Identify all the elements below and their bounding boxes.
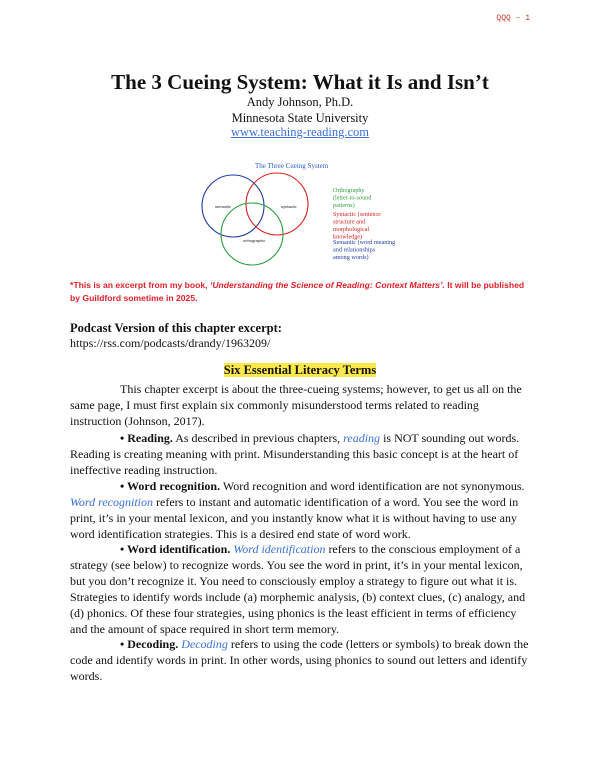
term-text: As described in previous chapters, <box>172 431 344 445</box>
term-word-recognition <box>70 478 530 542</box>
term-name: • Word recognition. <box>120 479 221 493</box>
term-reading <box>70 430 530 478</box>
diagram-title: The Three Cueing System <box>255 162 329 170</box>
author: Andy Johnson, Ph.D. <box>246 95 354 109</box>
podcast-heading: Podcast Version of this chapter excerpt: <box>70 321 282 335</box>
institution: Minnesota State University <box>231 111 369 125</box>
term-text: refers to using the code (letters or symbols) to break down the code and identify words in print. In other words, using phonics to sound out letters and identify words. <box>70 637 529 683</box>
semantic-circle <box>202 175 264 237</box>
excerpt-note <box>70 279 535 305</box>
legend-item: Orthography (letter-to-sound patterns) <box>333 187 372 209</box>
three-cueing-diagram <box>195 158 435 293</box>
section-heading <box>0 363 600 378</box>
term-ref: Word identification <box>233 542 326 556</box>
term-ref: Word recognition <box>70 495 153 509</box>
term-ref: reading <box>343 431 381 445</box>
term-ref: Decoding <box>181 637 228 651</box>
legend-item: Semantic (word meaning and relationships among words) <box>333 239 396 261</box>
term-text: is NOT sounding out words. Reading is creating meaning with print. Misunderstanding this basic concept is at the heart of ineffective reading instruction. <box>70 431 520 477</box>
book-title: ‘Understanding the Science of Reading: Context Matters’. <box>209 280 445 290</box>
term-text: refers to instant and automatic identification of a word. You see the word in print, it’s in your mental lexicon, and you instantly know what it is without having to use any word identification strategies. This is a desired end state of word work. <box>70 495 519 541</box>
page-number: QQQ – 1 <box>496 14 530 23</box>
orthographic-circle <box>221 203 283 265</box>
circle-label-orthographic: orthographic <box>243 238 266 243</box>
excerpt-note-prefix: *This is an excerpt from my book, <box>70 280 210 290</box>
venn-diagram <box>195 158 435 293</box>
term-name: • Word identification. <box>120 542 231 556</box>
term-name: • Decoding. <box>120 637 179 651</box>
syntactic-circle <box>246 173 308 235</box>
diagram-legend <box>333 187 395 261</box>
document-title: The 3 Cueing System: What it Is and Isn’t <box>111 70 489 94</box>
circle-label-semantic: semantic <box>215 204 232 209</box>
section-heading-text: Six Essential Literacy Terms <box>223 363 377 377</box>
website-link[interactable]: www.teaching-reading.com <box>230 125 370 139</box>
term-name: • Reading. <box>120 431 173 445</box>
circle-label-syntactic: syntactic <box>281 204 297 209</box>
term-text: Word recognition and word identification are not synonymous. <box>220 479 525 493</box>
podcast-url[interactable]: https://rss.com/podcasts/drandy/1963209/ <box>70 336 271 350</box>
term-decoding <box>70 636 530 684</box>
intro-paragraph: This chapter excerpt is about the three-cueing systems; however, to get us all on the same page, I must first explain six commonly misunderstood terms related to reading instruction (Johnson, 2017). <box>70 382 522 428</box>
excerpt-note-suffix: It will be published by Guildford sometime in 2025. <box>70 280 525 303</box>
term-text: refers to the conscious employment of a strategy (see below) to recognize words. You see the word in print, it’s in your mental lexicon, but you don’t recognize it. You need to consciously employ a strategy to figure out what it is. Strategies to identify words include (a) morphemic analysis, (b) context clues, (c) analogy, and (d) phonics. Of these four strategies, using phonics is the least efficient in terms of efficiency and the amount of space required in short term memory. <box>70 542 526 636</box>
term-word-identification <box>70 541 530 637</box>
legend-item: Syntactic (sentence structure and morphological knowledge) <box>333 211 381 241</box>
